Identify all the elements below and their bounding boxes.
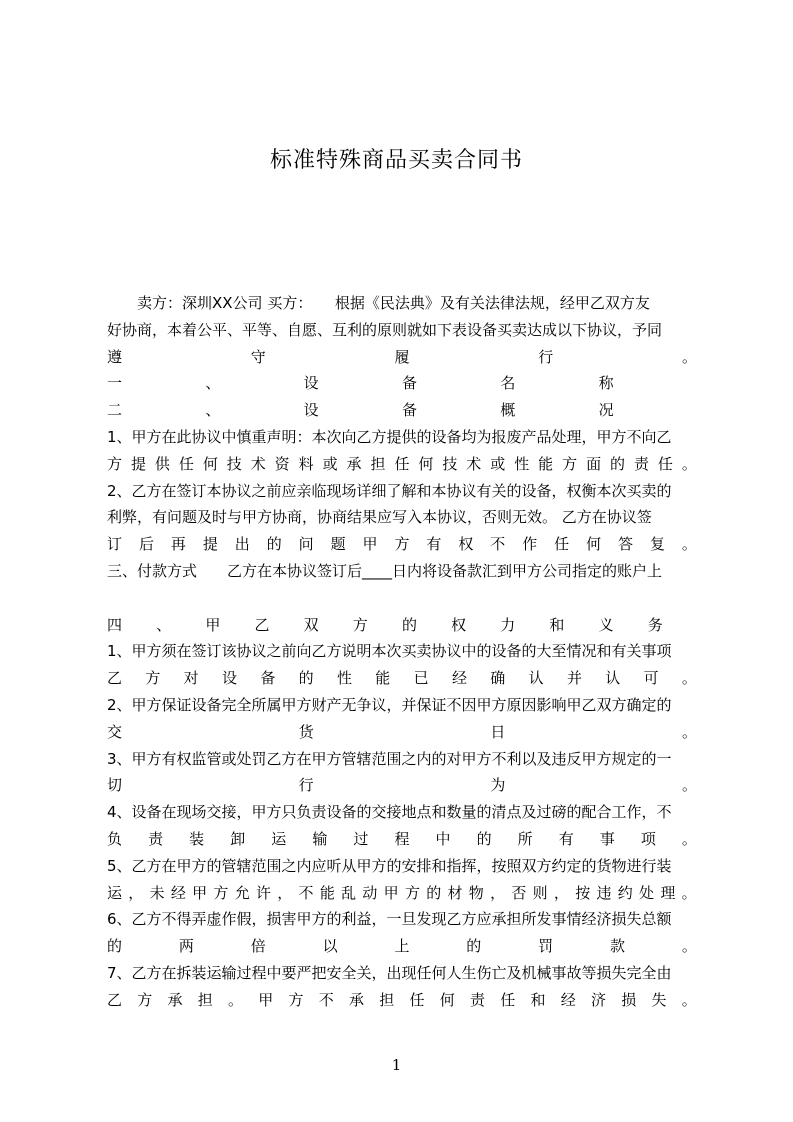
text-token: 守 bbox=[250, 347, 266, 366]
justified-text-line bbox=[107, 531, 697, 558]
text-token: 以 bbox=[322, 937, 338, 956]
text-token: 甲 bbox=[362, 535, 378, 554]
text-token: 义 bbox=[598, 615, 614, 634]
text-token: 后 bbox=[138, 535, 154, 554]
text-token: 任 bbox=[409, 990, 425, 1009]
text-token: ， bbox=[553, 883, 569, 902]
text-token: 能 bbox=[319, 883, 335, 902]
text-token: 设 bbox=[303, 401, 319, 420]
text-line: 2、甲方保证设备完全所属甲方财产无争议，并保证不因甲方原因影响甲乙双方确定的 bbox=[107, 695, 672, 714]
text-token: 方 bbox=[107, 454, 123, 473]
text-token: 运 bbox=[271, 829, 287, 848]
text-token: 和 bbox=[549, 615, 565, 634]
text-token: 。 bbox=[681, 535, 697, 554]
text-token: 复 bbox=[649, 535, 665, 554]
text-token: 方 bbox=[213, 883, 229, 902]
text-token: 的 bbox=[266, 535, 282, 554]
justified-text-line bbox=[107, 772, 697, 799]
text-token: 切 bbox=[107, 776, 123, 795]
justified-text-line bbox=[107, 344, 697, 371]
text-token: ， bbox=[128, 883, 144, 902]
text-token: 题 bbox=[330, 535, 346, 554]
text-token: 材 bbox=[447, 883, 463, 902]
text-token: 。 bbox=[681, 347, 697, 366]
text-token: 不 bbox=[490, 535, 506, 554]
text-token: 方 bbox=[137, 990, 153, 1009]
text-token: 履 bbox=[394, 347, 410, 366]
text-token: 作 bbox=[522, 535, 538, 554]
text-token: 技 bbox=[442, 454, 458, 473]
text-token: 。 bbox=[681, 669, 697, 688]
text-token: 罚 bbox=[538, 937, 554, 956]
text-token: 的 bbox=[610, 454, 626, 473]
text-token: 对 bbox=[183, 669, 199, 688]
text-token: 理 bbox=[660, 883, 676, 902]
text-token: 。 bbox=[228, 990, 244, 1009]
text-token: 并 bbox=[566, 669, 582, 688]
text-token: 或 bbox=[490, 454, 506, 473]
text-token: 的 bbox=[401, 615, 417, 634]
text-line: 6、乙方不得弄虚作假，损害甲方的利益，一旦发现乙方应承担所发事情经济损失总额 bbox=[107, 910, 672, 929]
text-token: 事 bbox=[599, 829, 615, 848]
text-token: 提 bbox=[202, 535, 218, 554]
text-token: 备 bbox=[401, 374, 417, 393]
text-line: 4、设备在现场交接，甲方只负责设备的交接地点和数量的清点及过磅的配合工作，不 bbox=[107, 803, 672, 822]
text-token: 物 bbox=[468, 883, 484, 902]
text-token: ， bbox=[490, 883, 506, 902]
text-token: 甲 bbox=[258, 990, 274, 1009]
text-line: 3、甲方有权监管或处罚乙方在甲方管辖范围之内的对甲方不利以及违反甲方规定的一 bbox=[107, 749, 672, 768]
text-line: 2、乙方在签订本协议之前应亲临现场详细了解和本协议有关的设备，权衡本次买卖的 bbox=[107, 481, 672, 500]
text-token: 方 bbox=[288, 990, 304, 1009]
text-line: 5、乙方在甲方的管辖范围之内应听从甲方的安排和指挥，按照双方约定的货物进行装 bbox=[107, 856, 672, 875]
text-token: 概 bbox=[500, 401, 516, 420]
text-token: 处 bbox=[639, 883, 655, 902]
text-token: 双 bbox=[303, 615, 319, 634]
text-line: 三、付款方式 乙方在本协议签订后____日内将设备款汇到甲方公司指定的账户上 bbox=[107, 561, 663, 580]
text-token: 的 bbox=[466, 937, 482, 956]
blank-line bbox=[107, 585, 697, 612]
text-token: 款 bbox=[610, 937, 626, 956]
text-token: 装 bbox=[189, 829, 205, 848]
text-token: 何 bbox=[418, 454, 434, 473]
text-token: 、 bbox=[205, 401, 221, 420]
text-token: 乙 bbox=[107, 669, 123, 688]
text-token: 有 bbox=[426, 535, 442, 554]
text-token: 过 bbox=[353, 829, 369, 848]
text-token: 承 bbox=[346, 454, 362, 473]
text-token: 能 bbox=[538, 454, 554, 473]
text-token: 问 bbox=[298, 535, 314, 554]
justified-text-line bbox=[107, 933, 697, 960]
text-token: 权 bbox=[451, 615, 467, 634]
text-token: 二 bbox=[107, 401, 123, 420]
text-token: 名 bbox=[500, 374, 516, 393]
text-token: 任 bbox=[554, 535, 570, 554]
text-token: 担 bbox=[370, 454, 386, 473]
text-token: 供 bbox=[154, 454, 170, 473]
text-token: 权 bbox=[458, 535, 474, 554]
text-token: 违 bbox=[596, 883, 612, 902]
text-token: 乱 bbox=[341, 883, 357, 902]
text-token: 经 bbox=[451, 669, 467, 688]
text-token: 面 bbox=[586, 454, 602, 473]
text-token: 。 bbox=[681, 776, 697, 795]
document-title: 标准特殊商品买卖合同书 bbox=[269, 148, 523, 173]
text-token: 中 bbox=[435, 829, 451, 848]
text-token: 担 bbox=[379, 990, 395, 1009]
text-token: 卸 bbox=[230, 829, 246, 848]
text-token: 行 bbox=[538, 347, 554, 366]
text-token: 可 bbox=[643, 669, 659, 688]
text-token: 损 bbox=[621, 990, 637, 1009]
text-token: 订 bbox=[107, 535, 123, 554]
justified-text-line bbox=[107, 719, 697, 746]
text-token: 和 bbox=[530, 990, 546, 1009]
text-token: 按 bbox=[575, 883, 591, 902]
text-token: 设 bbox=[303, 374, 319, 393]
text-token: 方 bbox=[145, 669, 161, 688]
text-token: 承 bbox=[349, 990, 365, 1009]
text-line: 1、甲方在此协议中慎重声明：本次向乙方提供的设备均为报废产品处理，甲方不向乙 bbox=[107, 427, 672, 446]
text-token: 行 bbox=[298, 776, 314, 795]
text-token: 方 bbox=[394, 535, 410, 554]
text-line: 卖方：深圳XX公司 买方： 根据《民法典》及有关法律法规，经甲乙双方友 bbox=[107, 294, 650, 312]
text-token: 何 bbox=[439, 990, 455, 1009]
text-token: 输 bbox=[312, 829, 328, 848]
text-token: 所 bbox=[517, 829, 533, 848]
text-token: 的 bbox=[298, 669, 314, 688]
text-token: 遵 bbox=[107, 347, 123, 366]
justified-text-line bbox=[107, 370, 697, 397]
text-token: 认 bbox=[528, 669, 544, 688]
text-token: 责 bbox=[148, 829, 164, 848]
justified-text-line bbox=[107, 665, 697, 692]
text-token: 不 bbox=[318, 990, 334, 1009]
text-token: 倍 bbox=[250, 937, 266, 956]
text-token: 何 bbox=[586, 535, 602, 554]
text-token: 许 bbox=[255, 883, 271, 902]
text-token: 甲 bbox=[383, 883, 399, 902]
text-token: 不 bbox=[298, 883, 314, 902]
justified-text-line bbox=[107, 451, 697, 478]
text-token: 。 bbox=[681, 454, 697, 473]
text-token: 任 bbox=[500, 990, 516, 1009]
text-token: 能 bbox=[375, 669, 391, 688]
text-line: 7、乙方在拆装运输过程中要严把安全关，出现任何人生伤亡及机械事故等损失完全由 bbox=[107, 963, 672, 982]
text-token: 四 bbox=[107, 615, 123, 634]
text-token: 的 bbox=[107, 937, 123, 956]
text-token: 。 bbox=[681, 990, 697, 1009]
text-token: 日 bbox=[490, 722, 506, 741]
text-token: 运 bbox=[107, 883, 123, 902]
text-line: 1、甲方须在签订该协议之前向乙方说明本次买卖协议中的设备的大至情况和有关事项 bbox=[107, 642, 672, 661]
text-token: 任 bbox=[394, 454, 410, 473]
text-token: 、 bbox=[156, 615, 172, 634]
text-token: 任 bbox=[178, 454, 194, 473]
text-token: ， bbox=[277, 883, 293, 902]
text-token: 况 bbox=[598, 401, 614, 420]
text-token: 的 bbox=[426, 883, 442, 902]
text-line: 好协商，本着公平、平等、自愿、互利的原则就如下表设备买卖达成以下协议，予同 bbox=[107, 320, 663, 339]
text-token: 责 bbox=[633, 454, 649, 473]
text-token: 承 bbox=[167, 990, 183, 1009]
text-token: 。 bbox=[681, 883, 697, 902]
text-token: 为 bbox=[490, 776, 506, 795]
text-token: 性 bbox=[514, 454, 530, 473]
text-token: 济 bbox=[591, 990, 607, 1009]
text-token: 、 bbox=[205, 374, 221, 393]
text-token: 性 bbox=[336, 669, 352, 688]
text-token: 货 bbox=[298, 722, 314, 741]
document-body bbox=[107, 290, 697, 1014]
text-token: 方 bbox=[562, 454, 578, 473]
text-token: 甲 bbox=[205, 615, 221, 634]
text-token: 乙 bbox=[254, 615, 270, 634]
text-token: 方 bbox=[404, 883, 420, 902]
text-token: 动 bbox=[362, 883, 378, 902]
text-token: 。 bbox=[681, 829, 697, 848]
text-token: 上 bbox=[394, 937, 410, 956]
text-token: 负 bbox=[107, 829, 123, 848]
text-token: 的 bbox=[476, 829, 492, 848]
text-token: 术 bbox=[466, 454, 482, 473]
text-token: 甲 bbox=[192, 883, 208, 902]
text-token: 料 bbox=[298, 454, 314, 473]
text-token: 资 bbox=[274, 454, 290, 473]
text-token: 约 bbox=[617, 883, 633, 902]
text-line: 利弊，有问题及时与甲方协商，协商结果应写入本协议，否则无效。 乙方在协议签 bbox=[107, 508, 652, 527]
text-token: 。 bbox=[681, 722, 697, 741]
text-token: 再 bbox=[170, 535, 186, 554]
text-token: 失 bbox=[651, 990, 667, 1009]
justified-text-line bbox=[107, 880, 697, 907]
text-token: 。 bbox=[681, 937, 697, 956]
text-token: 否 bbox=[511, 883, 527, 902]
text-token: 经 bbox=[560, 990, 576, 1009]
text-token: 确 bbox=[490, 669, 506, 688]
justified-text-line bbox=[107, 987, 697, 1014]
justified-text-line bbox=[107, 397, 697, 424]
text-token: 交 bbox=[107, 722, 123, 741]
text-token: 任 bbox=[657, 454, 673, 473]
text-token: 两 bbox=[178, 937, 194, 956]
text-token: 已 bbox=[413, 669, 429, 688]
text-token: 出 bbox=[234, 535, 250, 554]
text-token: 则 bbox=[532, 883, 548, 902]
text-token: 答 bbox=[618, 535, 634, 554]
text-token: 备 bbox=[260, 669, 276, 688]
text-token: 称 bbox=[598, 374, 614, 393]
text-token: 务 bbox=[647, 615, 663, 634]
text-token: 术 bbox=[250, 454, 266, 473]
text-token: 允 bbox=[234, 883, 250, 902]
text-token: 乙 bbox=[107, 990, 123, 1009]
justified-text-line bbox=[107, 826, 697, 853]
text-token: 力 bbox=[500, 615, 516, 634]
text-token: 技 bbox=[226, 454, 242, 473]
text-token: 经 bbox=[170, 883, 186, 902]
text-token: 备 bbox=[401, 401, 417, 420]
text-token: 认 bbox=[605, 669, 621, 688]
text-token: 担 bbox=[197, 990, 213, 1009]
text-token: 项 bbox=[640, 829, 656, 848]
justified-text-line bbox=[107, 612, 697, 639]
text-token: 未 bbox=[149, 883, 165, 902]
text-token: 程 bbox=[394, 829, 410, 848]
text-token: 方 bbox=[352, 615, 368, 634]
text-token: 提 bbox=[130, 454, 146, 473]
text-token: 何 bbox=[202, 454, 218, 473]
text-token: 一 bbox=[107, 374, 123, 393]
page-number: 1 bbox=[391, 1056, 402, 1074]
text-token: 责 bbox=[470, 990, 486, 1009]
text-token: 设 bbox=[221, 669, 237, 688]
text-token: 或 bbox=[322, 454, 338, 473]
text-token: 有 bbox=[558, 829, 574, 848]
